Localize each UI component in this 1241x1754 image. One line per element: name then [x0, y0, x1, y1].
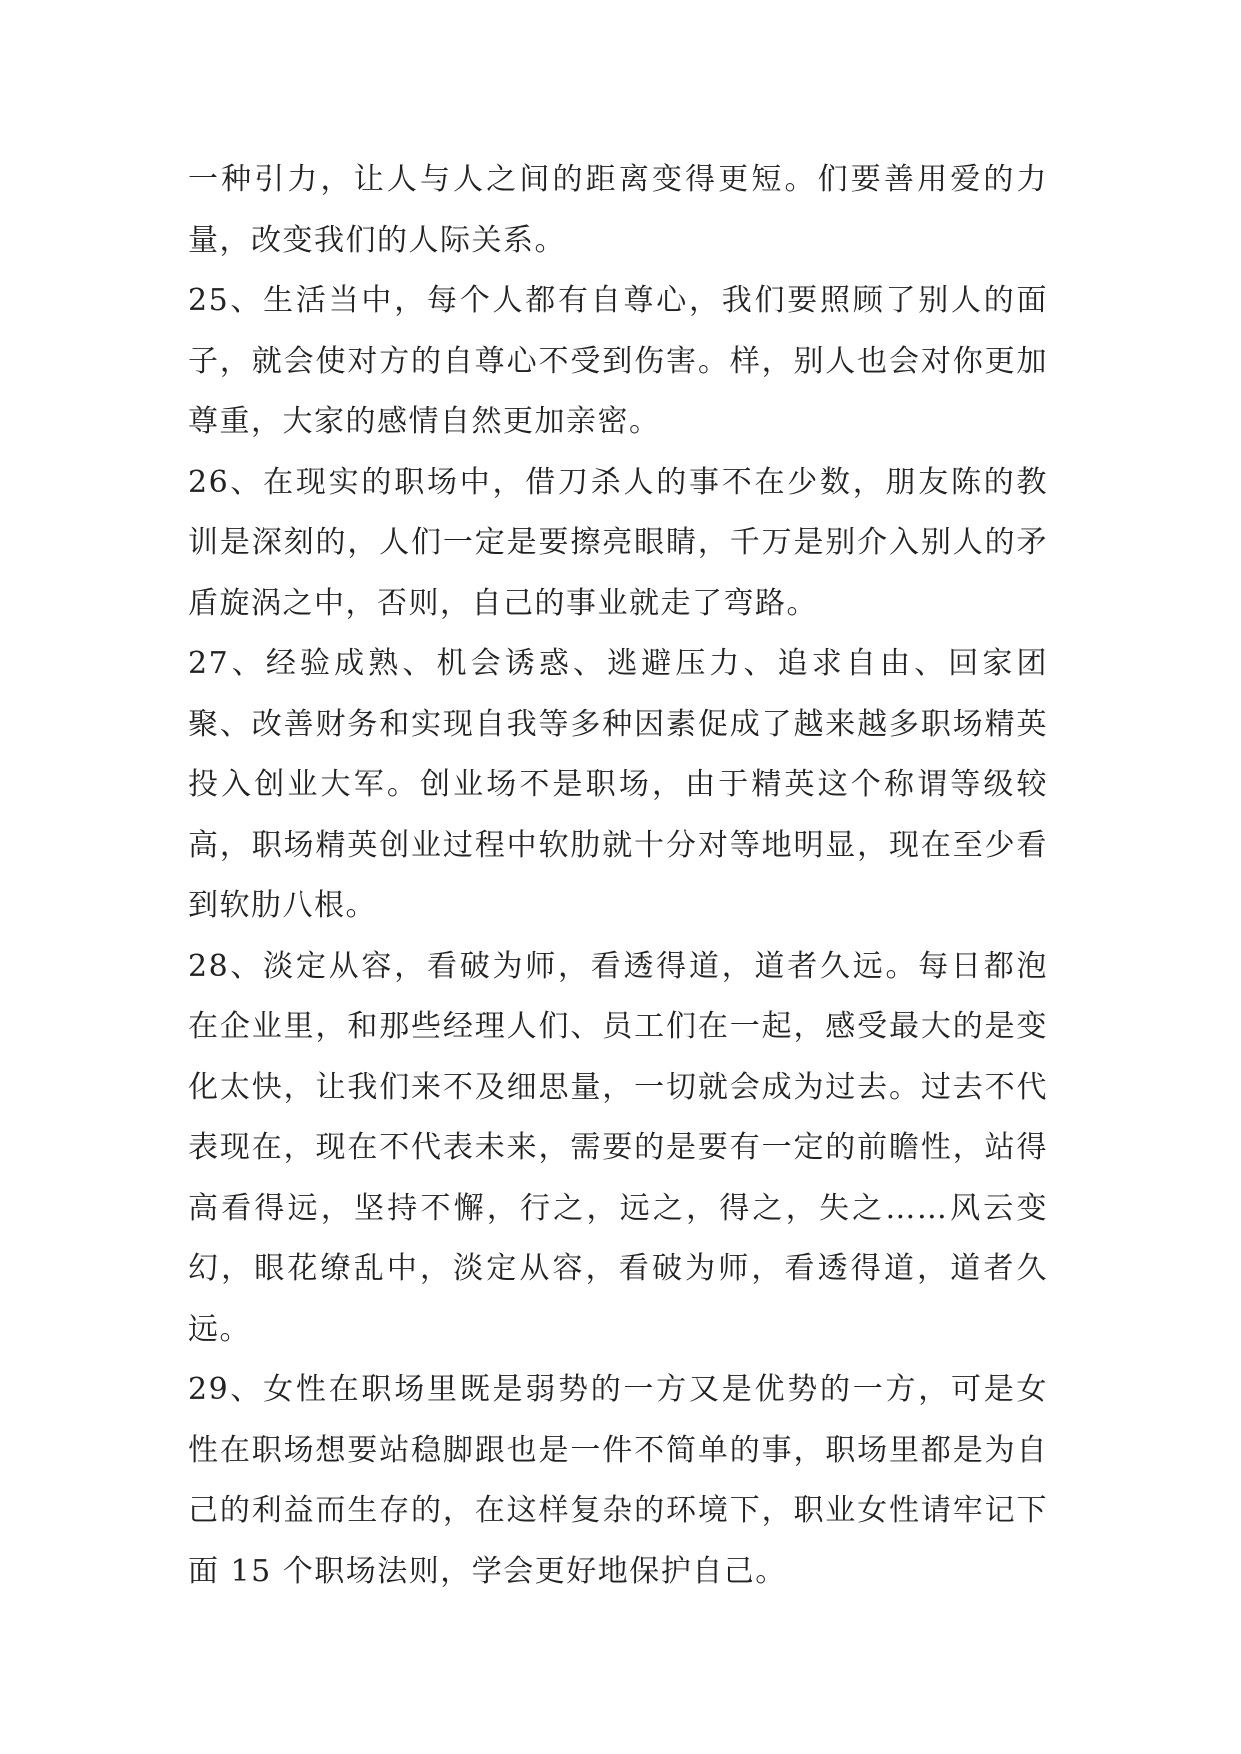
paragraph-28: 28、淡定从容，看破为师，看透得道，道者久远。每日都泡在企业里，和那些经理人们、员工们在一起，感受最大的是变化太快，让我们来不及细思量，一切就会成为过去。过去不代表现在，现在不代表未来，需要的是要有一定的前瞻性，站得高看得远，坚持不懈，行之，远之，得之，失之……风云变幻，眼花缭乱中，淡定从容，看破为师，看透得道，道者久远。 — [188, 948, 1048, 1347]
paragraph-29: 29、女性在职场里既是弱势的一方又是优势的一方，可是女性在职场想要站稳脚跟也是一件不简单的事，职场里都是为自己的利益而生存的，在这样复杂的环境下，职业女性请牢记下面 15 个职场法则，学会更好地保护自己。 — [188, 1372, 1048, 1589]
paragraph-continuation: 一种引力，让人与人之间的距离变得更短。们要善用爱的力量，改变我们的人际关系。 — [188, 162, 1048, 258]
paragraph-25: 25、生活当中，每个人都有自尊心，我们要照顾了别人的面子，就会使对方的自尊心不受到伤害。样，别人也会对你更加尊重，大家的感情自然更加亲密。 — [188, 283, 1048, 439]
paragraph-27: 27、经验成熟、机会诱惑、逃避压力、追求自由、回家团聚、改善财务和实现自我等多种因素促成了越来越多职场精英投入创业大军。创业场不是职场，由于精英这个称谓等级较高，职场精英创业过程中软肋就十分对等地明显，现在至少看到软肋八根。 — [188, 646, 1048, 923]
document-body — [188, 150, 1048, 1602]
paragraph-26: 26、在现实的职场中，借刀杀人的事不在少数，朋友陈的教训是深刻的，人们一定是要擦亮眼睛，千万是别介入别人的矛盾旋涡之中，否则，自己的事业就走了弯路。 — [188, 464, 1048, 621]
